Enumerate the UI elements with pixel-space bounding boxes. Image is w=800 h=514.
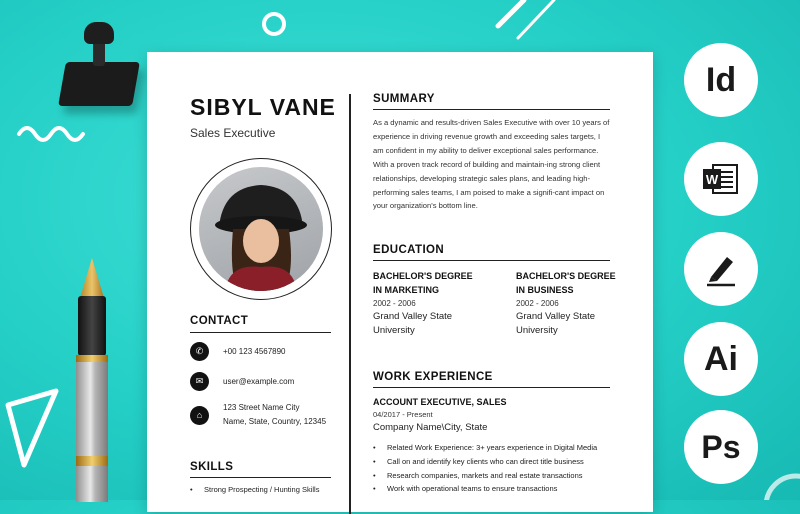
decorative-lines: [488, 0, 568, 40]
resume-document: [147, 52, 653, 512]
job-company: Company Name\City, State: [373, 422, 488, 433]
job-bullets: [373, 441, 623, 496]
skills-rule: [190, 477, 331, 478]
skills-heading: SKILLS: [190, 461, 234, 473]
indesign-icon: [684, 43, 758, 117]
job-bullet: • Related Work Experience: 3+ years experience in Digital Media: [373, 441, 623, 455]
education-heading: EDUCATION: [373, 244, 445, 256]
contact-heading: CONTACT: [190, 315, 249, 327]
job-entry: [373, 397, 507, 433]
resume-role: Sales Executive: [190, 126, 276, 140]
illustrator-label: Ai: [704, 339, 738, 378]
degree-years: 2002 - 2006: [516, 299, 559, 308]
job-dates: 04/2017 - Present: [373, 410, 433, 419]
degree-years: 2002 - 2006: [373, 299, 416, 308]
school-name: Grand Valley State University: [516, 311, 596, 336]
photoshop-icon: [684, 410, 758, 484]
contact-rule: [190, 332, 331, 333]
summary-heading: SUMMARY: [373, 93, 435, 105]
job-title: ACCOUNT EXECUTIVE, SALES: [373, 397, 507, 407]
rubber-stamp-handle: [84, 22, 114, 44]
indesign-label: Id: [705, 60, 737, 99]
rubber-stamp-base: [58, 62, 140, 106]
education-item: [373, 269, 483, 338]
degree-title: BACHELOR'S DEGREE IN MARKETING: [373, 271, 473, 295]
illustrator-icon: [684, 322, 758, 396]
education-item: [516, 269, 626, 338]
decorative-circle: [258, 8, 290, 40]
pen-edit-icon: [684, 232, 758, 306]
work-heading: WORK EXPERIENCE: [373, 371, 493, 383]
contact-email: user@example.com: [223, 376, 295, 386]
fountain-pen-body: [76, 362, 108, 502]
decorative-wave: [16, 118, 86, 142]
resume-name: SIBYL VANE: [190, 94, 336, 120]
job-bullet: • Work with operational teams to ensure transactions: [373, 482, 623, 496]
contact-address-row: [190, 401, 326, 429]
column-divider: [349, 94, 351, 514]
svg-text:W: W: [705, 172, 719, 187]
home-icon: ⌂: [190, 406, 209, 425]
decorative-arc: [752, 462, 800, 500]
photoshop-label: Ps: [701, 428, 741, 465]
job-bullet: • Research companies, markets and real estate transactions: [373, 469, 623, 483]
contact-phone: +00 123 4567890: [223, 346, 286, 356]
skill-item: • Strong Prospecting / Hunting Skills: [190, 485, 319, 494]
summary-rule: [373, 109, 610, 110]
email-icon: ✉: [190, 372, 209, 391]
fountain-pen-nib: [80, 258, 104, 298]
work-rule: [373, 387, 610, 388]
fountain-pen-grip: [78, 296, 106, 356]
word-icon: [684, 142, 758, 216]
contact-address-line1: 123 Street Name City: [223, 403, 300, 412]
fountain-pen-ring: [76, 456, 108, 466]
contact-address-line2: Name, State, Country, 12345: [223, 417, 327, 426]
degree-title: BACHELOR'S DEGREE IN BUSINESS: [516, 271, 616, 295]
education-rule: [373, 260, 610, 261]
contact-email-row: [190, 372, 294, 391]
phone-icon: ✆: [190, 342, 209, 361]
profile-photo: [199, 167, 323, 291]
contact-phone-row: [190, 342, 286, 361]
school-name: Grand Valley State University: [373, 311, 453, 336]
decorative-triangle: [0, 385, 70, 475]
job-bullet: • Call on and identify key clients who can direct title business: [373, 455, 623, 469]
summary-text: As a dynamic and results-driven Sales Executive with over 10 years of experience in driving revenue growth and exceeding sales targets, I am confident in my ability to deliver exceptional sales performance. With a proven track record of building and maintain-ing strong client relationships, developing strategic sales plans, and leading high-performing sales teams, I am poised to make a signifi-cant impact on your organization's bottom line.: [373, 118, 610, 211]
